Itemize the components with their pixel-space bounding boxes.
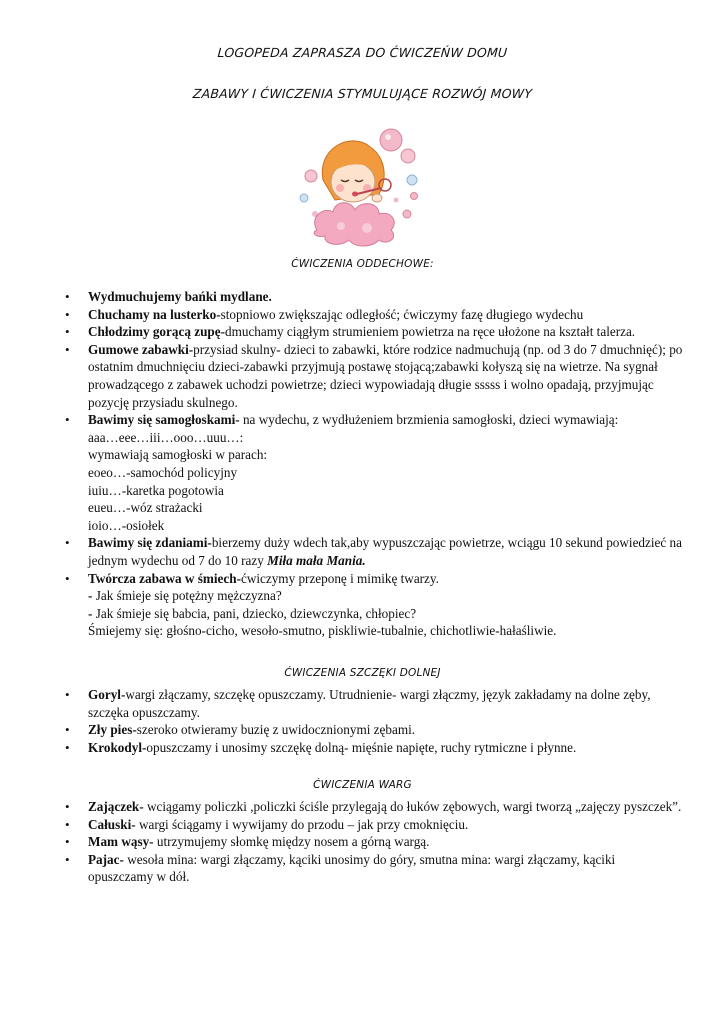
section-heading-breathing: ĆWICZENIA ODDECHOWE:	[291, 258, 434, 270]
list-item: • Krokodyl-opuszczamy i unosimy szczękę dolną- mięśnie napięte, ruchy rytmiczne i płynne.	[63, 739, 683, 757]
list-item: • Twórcza zabawa w śmiech-ćwiczymy przeponę i mimikę twarzy. - Jak śmieje się potężny mężczyzna? - Jak śmieje się babcia, pani, dziecko, dziewczynka, chłopiec? Śmiejemy się: głośno-cicho, wesoło-smutno, piskliwie-tubalnie, chichotliwie-hałaśliwie.	[63, 570, 683, 640]
lips-exercises-list	[63, 798, 683, 886]
jaw-exercises-list	[63, 686, 683, 756]
list-item: • Chłodzimy gorącą zupę-dmuchamy ciągłym strumieniem powietrza na ręce ułożone na kształt talerza.	[63, 323, 683, 341]
page-subtitle: ZABAWY I ĆWICZENIA STYMULUJĄCE ROZWÓJ MOWY	[192, 86, 533, 101]
list-item: • Zły pies-szeroko otwieramy buzię z uwidocznionymi zębami.	[63, 721, 683, 739]
list-item: • Wydmuchujemy bańki mydlane.	[63, 288, 683, 306]
list-item: • Mam wąsy- utrzymujemy słomkę między nosem a górną wargą.	[63, 833, 683, 851]
list-item: • Bawimy się zdaniami-bierzemy duży wdech tak,aby wypuszczając powietrze, wciągu 10 sekund powiedzieć na jednym wydechu od 7 do 10 razy Miła mała Mania.	[63, 534, 683, 569]
list-item: • Pajac- wesoła mina: wargi złączamy, kąciki unosimy do góry, smutna mina: wargi złączamy, kąciki opuszczamy w dół.	[63, 851, 683, 886]
page-title: LOGOPEDA ZAPRASZA DO ĆWICZEŃW DOMU	[217, 45, 508, 60]
list-item: • Chuchamy na lusterko-stopniowo zwiększając odległość; ćwiczymy fazę długiego wydechu	[63, 306, 683, 324]
section-heading-jaw: ĆWICZENIA SZCZĘKI DOLNEJ	[284, 667, 441, 679]
section-heading-lips: ĆWICZENIA WARG	[313, 779, 412, 791]
list-item: • Całuski- wargi ściągamy i wywijamy do przodu – jak przy cmoknięciu.	[63, 816, 683, 834]
girl-figure	[322, 141, 391, 202]
girl-blowing-bubbles-illustration	[295, 118, 425, 248]
list-item: • Goryl-wargi złączamy, szczękę opuszczamy. Utrudnienie- wargi złączmy, język zakładamy na dolne zęby, szczęka opuszczamy.	[63, 686, 683, 721]
foam-cloud	[314, 203, 394, 246]
breathing-exercises-list	[63, 288, 683, 640]
list-item: • Bawimy się samogłoskami- na wydechu, z wydłużeniem brzmienia samogłoski, dzieci wymawiają: aaa…eee…iii…ooo…uuu…: wymawiają samogłoski w parach: eoeo…-samochód policyjny iuiu…-karetka pogotowia eueu…-wóz strażacki ioio…-osiołek	[63, 411, 683, 534]
list-item: • Zajączek- wciągamy policzki ,policzki ściśle przylegają do łuków zębowych, wargi tworzą „zajęczy pyszczek”.	[63, 798, 683, 816]
list-item: • Gumowe zabawki-przysiad skulny- dzieci to zabawki, które rodzice nadmuchują (np. od 3 do 7 dmuchnięć); po ostatnim dmuchnięciu dzieci-zabawki przyjmują postawę stojącą;zabawki kołyszą się na wietrze. Na sygnał prowadzącego z zabawek uchodzi powietrze; dzieci wypowiadają długie sssss i wolno opadają, przyjmując pozycję przysiadu skulnego.	[63, 341, 683, 411]
